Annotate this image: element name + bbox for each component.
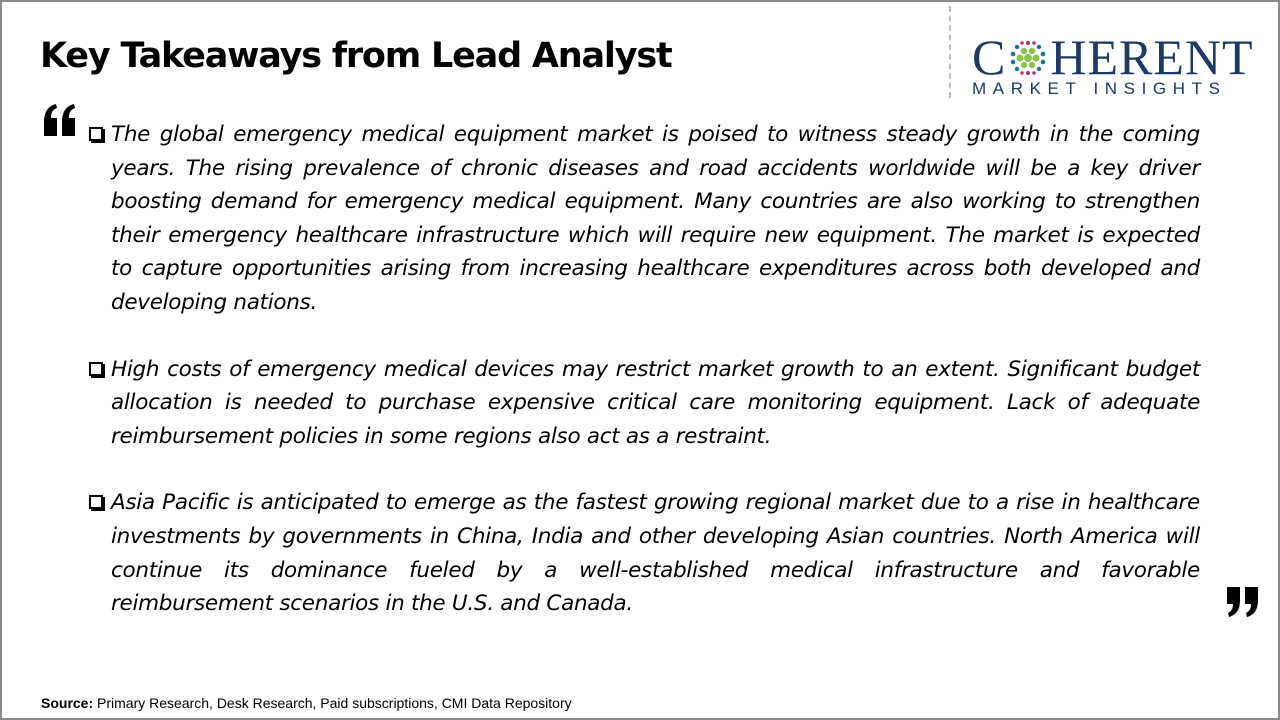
close-quote-icon — [1226, 586, 1260, 618]
source-text: Primary Research, Desk Research, Paid subscriptions, CMI Data Repository — [93, 695, 572, 711]
takeaway-item — [88, 486, 1200, 620]
checkbox-bullet-icon — [89, 127, 103, 141]
checkbox-bullet-icon — [89, 362, 103, 376]
logo-letter-c: C — [972, 29, 1007, 85]
takeaways-list — [88, 118, 1200, 654]
takeaway-text: The global emergency medical equipment market is poised to witness steady growth in the coming years. The rising prevalence of chronic diseases and road accidents worldwide will be a key driver boosting demand for emergency medical equipment. Many countries are also working to strengthen their emergency healthcare infrastructure which will require new equipment. The market is expected to capture opportunities arising from increasing healthcare expenditures across both developed and developing nations. — [111, 122, 1200, 315]
logo-letters-herent: HERENT — [1050, 29, 1254, 85]
logo-wordmark — [972, 29, 1254, 85]
source-label: Source: — [41, 695, 94, 711]
takeaway-item — [88, 353, 1200, 454]
header-divider — [949, 6, 951, 98]
company-logo — [972, 29, 1262, 102]
open-quote-icon — [42, 102, 78, 138]
globe-logo-icon — [1008, 38, 1048, 78]
checkbox-bullet-icon — [89, 495, 103, 509]
takeaway-item — [88, 118, 1200, 320]
source-note — [41, 695, 572, 711]
takeaway-text: High costs of emergency medical devices may restrict market growth to an extent. Significant budget allocation is needed to purchase expensive critical care monitoring equipment. Lack of adequate reimbursement policies in some regions also act as a restraint. — [111, 356, 1200, 449]
logo-subtitle: MARKET INSIGHTS — [972, 79, 1227, 98]
page-title: Key Takeaways from Lead Analyst — [40, 36, 672, 76]
takeaway-text: Asia Pacific is anticipated to emerge as the fastest growing regional market due to a rise in healthcare investments by governments in China, India and other developing Asian countries. North America will continue its dominance fueled by a well-established medical infrastructure and favorable reimbursement scenarios in the U.S. and Canada. — [111, 490, 1200, 617]
